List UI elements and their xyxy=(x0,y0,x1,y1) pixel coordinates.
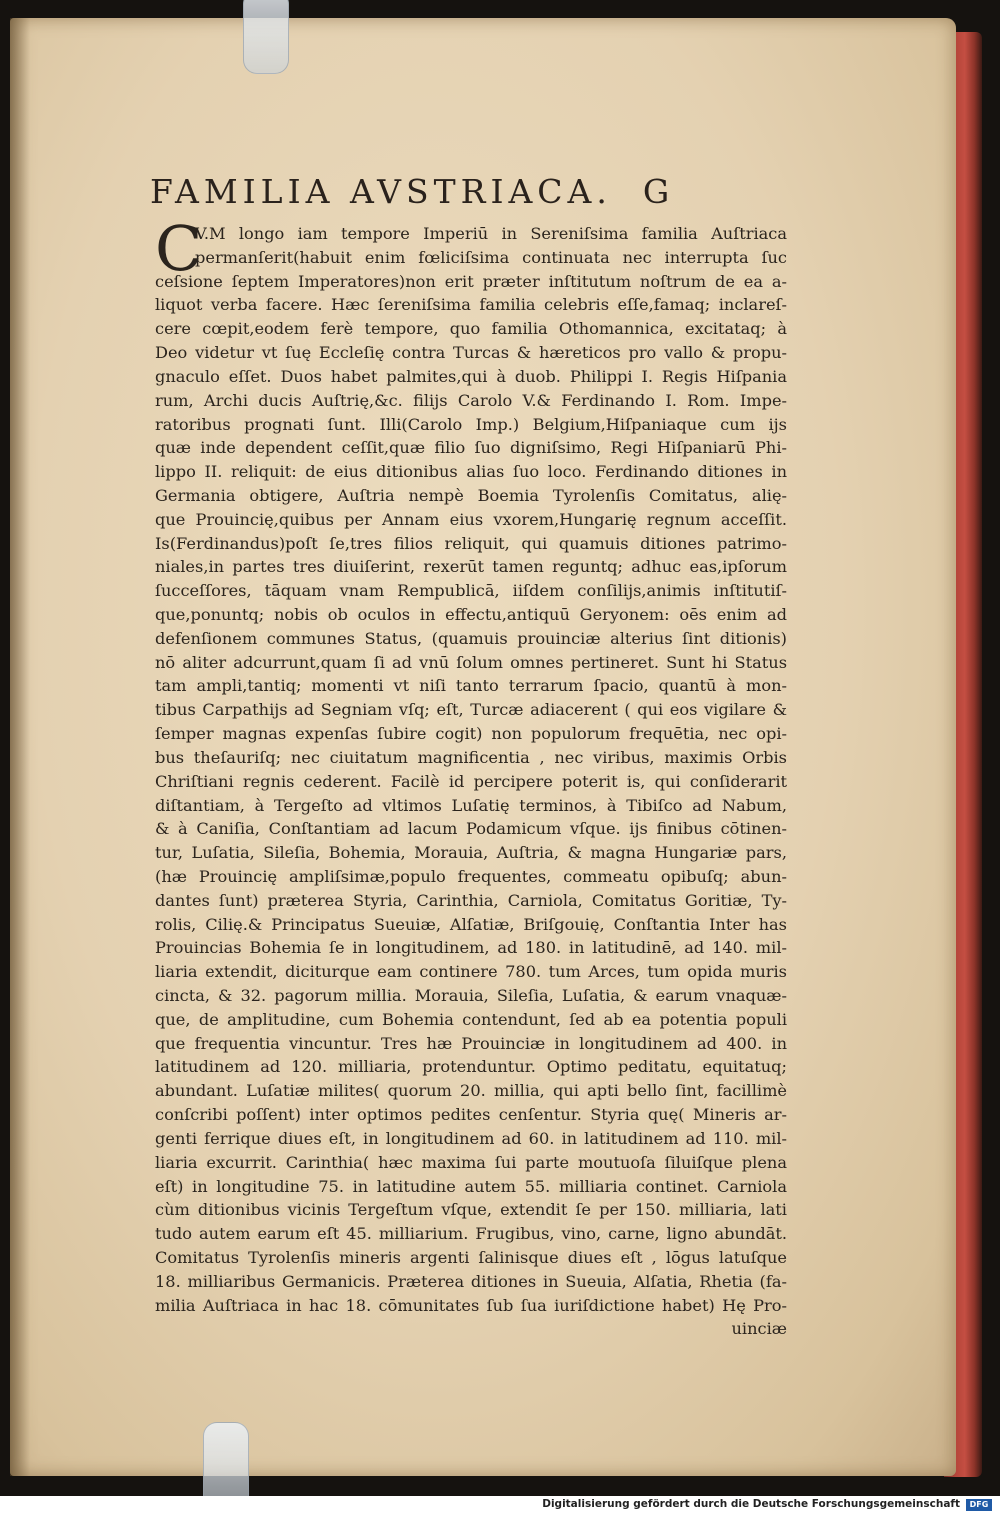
text-line: Chriſtiani regnis cederent. Facilè id percipere poterit is, qui conſiderarit xyxy=(155,771,787,791)
text-line: tibus Carpathijs ad Segniam vſq; eſt, Turcæ adiacerent ( qui eos vigilare & xyxy=(155,700,787,720)
text-line: & à Caniſia, Conſtantiam ad lacum Podamicum vſque. ijs finibus cōtinen- xyxy=(155,819,787,839)
text-line: Is(Ferdinandus)poſt ſe,tres filios reliquit, qui quamuis ditiones patrimo- xyxy=(155,533,787,553)
body-text xyxy=(155,212,787,1341)
page-clip-top xyxy=(243,0,289,74)
text-line: liaria excurrit. Carinthia( hæc maxima ſui parte moutuoſa ſiluiſque plena xyxy=(155,1152,787,1172)
text-line: que Prouincię,quibus per Annam eius vxorem,Hungarię regnum acceſſit. xyxy=(155,509,787,529)
text-line: Deo videtur vt ſuę Eccleſię contra Turcas & hæreticos pro vallo & propu- xyxy=(155,343,787,363)
text-line: defenſionem communes Status, (quamuis prouinciæ alterius ſint ditionis) xyxy=(155,628,787,648)
text-line: permanſerit(habuit enim fœliciſsima continuata nec interrupta ſuc xyxy=(195,247,787,267)
text-line: quæ inde dependent ceſſit,quæ filio ſuo digniſsimo, Regi Hiſpaniarū Phi- xyxy=(155,438,787,458)
text-line: rolis, Cilię.& Principatus Sueuiæ, Alſatiæ, Briſgouię, Conſtantia Inter has xyxy=(155,914,787,934)
text-line: conſcribi poſſent) inter optimos pedites cenſentur. Styria quę( Mineris ar- xyxy=(155,1105,787,1125)
text-line: rum, Archi ducis Auſtrię,&c. filijs Carolo V.& Ferdinando I. Rom. Impe- xyxy=(155,390,787,410)
text-line: gnaculo eſſet. Duos habet palmites,qui à duob. Philippi I. Regis Hiſpania xyxy=(155,366,787,386)
text-line: cùm ditionibus vicinis Tergeſtum vſque, extendit ſe per 150. milliaria, lati xyxy=(155,1200,787,1220)
drop-capital: C xyxy=(155,212,203,285)
text-line: que,ponuntq; nobis ob oculos in effectu,antiquū Geryonem: oēs enim ad xyxy=(155,605,787,624)
page-gutter-shadow xyxy=(10,18,30,1476)
footer-bar xyxy=(0,1496,1000,1515)
dfg-logo: DFG xyxy=(966,1499,992,1511)
text-line: eſt) in longitudine 75. in latitudine autem 55. milliaria continet. Carniola xyxy=(155,1176,787,1196)
text-line: (hæ Prouincię ampliſsimæ,populo frequentes, commeatu opibuſq; abun- xyxy=(155,866,787,886)
text-line: V.M longo iam tempore Imperiū in Sereniſsima familia Auſtriaca xyxy=(195,224,787,243)
text-line: tam ampli,tantiq; momenti vt niſi tanto terrarum ſpacio, quantū à mon- xyxy=(155,676,787,696)
text-line: ratoribus prognati ſunt. Illi(Carolo Imp.) Belgium,Hiſpaniaque cum ijs xyxy=(155,414,787,434)
catchword: uinciæ xyxy=(731,1319,787,1339)
text-line: dantes ſunt) præterea Styria, Carinthia, Carniola, Comitatus Goritiæ, Ty- xyxy=(155,890,787,910)
text-line: cincta, & 32. pagorum millia. Morauia, Sileſia, Luſatia, & earum vnaquæ- xyxy=(155,986,787,1005)
text-line: que frequentia vincuntur. Tres hæ Prouinciæ in longitudinem ad 400. in xyxy=(155,1033,787,1053)
text-line: tur, Luſatia, Sileſia, Bohemia, Morauia, Auſtria, & magna Hungariæ pars, xyxy=(155,843,787,863)
funding-note: Digitalisierung gefördert durch die Deutsche Forschungsgemeinschaft xyxy=(542,1498,960,1510)
page-title xyxy=(150,172,790,211)
text-line: latitudinem ad 120. milliaria, protenduntur. Optimo peditatu, equitatuq; xyxy=(155,1057,787,1077)
signature-mark: G xyxy=(642,172,675,211)
text-line: nō aliter adcurrunt,quam ſi ad vnū ſolum omnes pertineret. Sunt hi Status xyxy=(155,652,787,672)
text-line: milia Auſtriaca in hac 18. cōmunitates ſub ſua iuriſdictione habet) Hę Pro- xyxy=(155,1295,787,1315)
text-line: cere cœpit,eodem ferè tempore, quo familia Othomannica, excitataq; à xyxy=(155,319,787,339)
text-line: Germania obtigere, Auſtria nempè Boemia Tyrolenſis Comitatus, alię- xyxy=(155,485,787,505)
text-line: niales,in partes tres diuiſerint, rexerūt tamen reguntq; adhuc eas,ipſorum xyxy=(155,557,787,577)
text-line: Prouincias Bohemia ſe in longitudinem, ad 180. in latitudinē, ad 140. mil- xyxy=(155,938,787,958)
page-clip-bottom xyxy=(203,1422,249,1496)
text-line: genti ferrique diues eſt, in longitudinem ad 60. in latitudinem ad 110. mil- xyxy=(155,1128,787,1148)
text-line: Comitatus Tyrolenſis mineris argenti ſalinisque diues eſt , lōgus latuſque xyxy=(155,1247,787,1267)
text-line: ſucceſſores, tāquam vnam Rempublicā, iiſdem conſilijs,animis inſtitutiſ- xyxy=(155,581,787,601)
text-line: ceſsione ſeptem Imperatores)non erit præter inſtitutum noſtrum de ea a- xyxy=(155,271,787,291)
text-line: bus theſauriſq; nec ciuitatum magnificentia , nec viribus, maximis Orbis xyxy=(155,747,787,767)
text-line: tudo autem earum eſt 45. milliarium. Frugibus, vino, carne, ligno abundāt. xyxy=(155,1224,787,1244)
text-line: liquot verba facere. Hæc ſereniſsima familia celebris eſſe,famaq; inclareſ- xyxy=(155,295,787,315)
text-line: lippo II. reliquit: de eius ditionibus alias ſuo loco. Ferdinando ditiones in xyxy=(155,462,787,482)
text-line: abundant. Luſatiæ milites( quorum 20. millia, qui apti bello ſint, facillimè xyxy=(155,1081,787,1101)
text-line: liaria extendit, diciturque eam continere 780. tum Arces, tum opida muris xyxy=(155,962,787,982)
text-line: que, de amplitudine, cum Bohemia contendunt, ſed ab ea potentia populi xyxy=(155,1009,787,1029)
text-line: diſtantiam, à Tergeſto ad vltimos Luſatię terminos, à Tibiſco ad Nabum, xyxy=(155,795,787,815)
text-line: 18. milliaribus Germanicis. Præterea ditiones in Sueuia, Alſatia, Rhetia (fa- xyxy=(155,1271,787,1291)
title-text: FAMILIA AVSTRIACA. xyxy=(150,172,612,211)
text-line: ſemper magnas expenſas ſubire cogit) non populorum frequētia, nec opi- xyxy=(155,724,787,744)
